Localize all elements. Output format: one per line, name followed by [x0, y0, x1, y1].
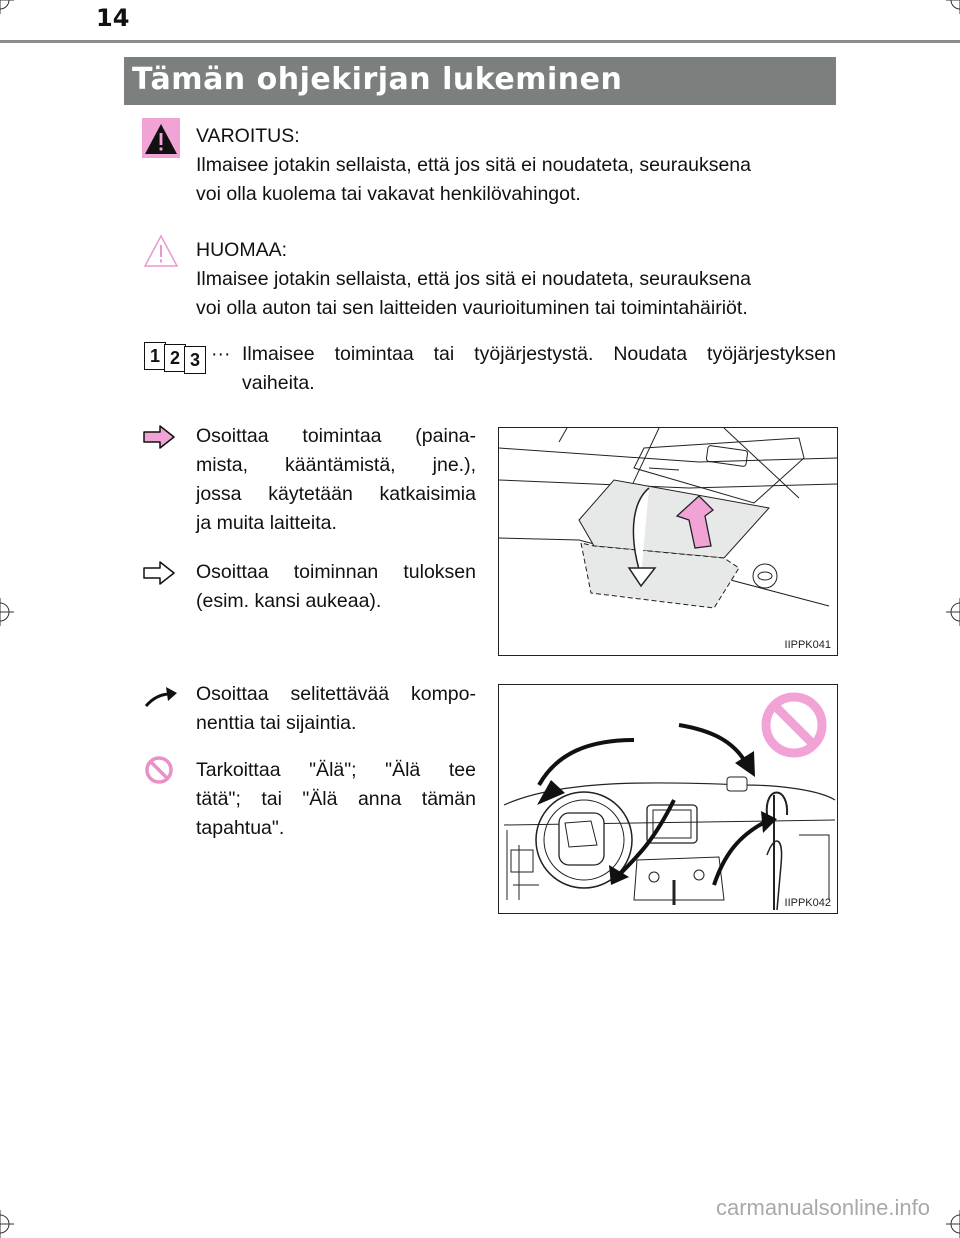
illustration-overhead-console [498, 427, 838, 656]
figure-code: IIPPK041 [784, 639, 831, 651]
dashboard-drawing [499, 685, 837, 913]
warning-label: VAROITUS: [196, 125, 300, 147]
result-description-line: Osoittaa toiminnan tuloksen [196, 561, 476, 583]
prohibited-description-line: tapahtua". [196, 817, 285, 839]
warning-icon-box [142, 118, 180, 158]
registration-mark-icon [0, 0, 14, 14]
result-entry [196, 558, 476, 616]
steps-entry [242, 340, 836, 398]
step-number-box: 2 [164, 344, 186, 372]
result-description-line: (esim. kansi aukeaa). [196, 590, 382, 612]
step-number-box: 1 [144, 342, 166, 370]
pointer-arrow-icon [143, 684, 179, 710]
component-entry [196, 680, 476, 738]
action-description-line: jossa käytetään katkaisimia [196, 483, 476, 505]
notice-label: HUOMAA: [196, 239, 288, 261]
action-description-line: ja muita laitteita. [196, 512, 337, 534]
overhead-console-drawing [499, 428, 837, 638]
component-description-line: Osoittaa selitettävää kompo- [196, 683, 476, 705]
action-description-line: Osoittaa toimintaa (paina- [196, 425, 476, 447]
header-rule [0, 40, 960, 43]
registration-mark-icon [946, 598, 960, 626]
prohibition-circle-icon [143, 754, 175, 786]
step-numbers-icon [144, 340, 214, 374]
steps-description-line: vaiheita. [242, 372, 315, 394]
action-description-line: mista, kääntämistä, jne.), [196, 454, 476, 476]
notice-description-line: voi olla auton tai sen laitteiden vaurioituminen tai toimintahäiriöt. [196, 297, 748, 319]
registration-mark-icon [0, 1210, 14, 1238]
notice-entry [196, 236, 836, 323]
prohibited-entry [196, 756, 476, 843]
warning-entry [196, 122, 836, 209]
action-entry [196, 422, 476, 538]
prohibited-description-line: Tarkoittaa "Älä"; "Älä tee [196, 759, 476, 781]
prohibited-description-line: tätä"; tai "Älä anna tämän [196, 788, 476, 810]
warning-triangle-filled-icon [142, 118, 180, 158]
registration-mark-icon [0, 598, 14, 626]
outline-arrow-icon [143, 560, 175, 586]
steps-dots: ··· [211, 343, 231, 365]
illustration-dashboard [498, 684, 838, 914]
registration-mark-icon [946, 0, 960, 14]
figure-code: IIPPK042 [784, 897, 831, 909]
watermark: carmanualsonline.info [715, 1195, 930, 1220]
registration-mark-icon [946, 1210, 960, 1238]
notice-triangle-outline-icon [142, 230, 180, 270]
step-number-box: 3 [184, 346, 206, 374]
page-number: 14 [96, 4, 130, 32]
steps-description-line: Ilmaisee toimintaa tai työjärjestystä. Noudata työjärjestyksen [242, 343, 836, 365]
warning-description-line: voi olla kuolema tai vakavat henkilövahingot. [196, 183, 581, 205]
filled-pink-arrow-icon [143, 424, 175, 450]
component-description-line: nenttia tai sijaintia. [196, 712, 357, 734]
page-title: Tämän ohjekirjan lukeminen [132, 62, 623, 97]
warning-description-line: Ilmaisee jotakin sellaista, että jos sitä ei noudateta, seurauksena [196, 154, 751, 176]
notice-description-line: Ilmaisee jotakin sellaista, että jos sitä ei noudateta, seurauksena [196, 268, 751, 290]
